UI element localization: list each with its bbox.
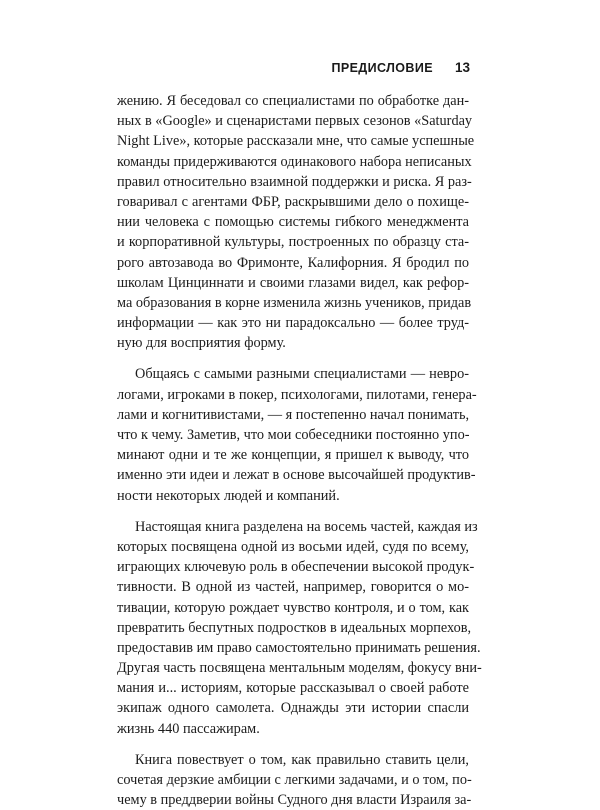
paragraph-1 [117,91,475,353]
running-title: ПРЕДИСЛОВИЕ [331,61,433,75]
text-line: команды придерживаются одинакового набора неписаных [117,153,472,170]
text-line: ма образования в корне изменила жизнь учеников, придав [117,294,472,311]
running-head [331,60,470,75]
text-line: говаривал с агентами ФБР, раскрывшими дело о похище- [117,193,469,210]
text-line: чему в преддверии войны Судного дня власти Израиля за- [117,792,472,809]
text-line: ных в «Google» и сценаристами первых сезонов «Saturday [117,113,473,130]
text-line: Книга повествует о том, как правильно ставить цели, [135,751,469,768]
text-line: Night Live», которые рассказали мне, что самые успешные [117,133,475,150]
text-line: мания и... историям, которые рассказывал о своей работе [117,680,469,697]
text-line: превратить беспутных подростков в идеальных морпехов, [117,619,472,636]
text-line: Другая часть посвящена ментальным моделям, фокусу вни- [117,660,482,677]
text-line: минают одни и те же концепции, я пришел к выводу, что [117,447,469,464]
text-line: экипаж одного самолета. Однажды эти истории спасли [117,700,469,717]
text-line: школам Цинциннати и своими глазами видел, как рефор- [117,274,469,291]
paragraph-4 [117,750,472,810]
text-line: лами и когнитивистами, — я постепенно начал понимать, [117,406,470,423]
text-line: Настоящая книга разделена на восемь частей, каждая из [135,518,478,535]
text-line: предоставив им право самостоятельно принимать решения. [117,639,481,656]
text-line: ности некоторых людей и компаний. [117,487,340,504]
text-line: что к чему. Заметив, что мои собеседники постоянно упо- [117,427,470,443]
text-line: нии человека с помощью системы гибкого менеджмента [117,214,469,231]
text-line: логами, игроками в покер, психологами, пилотами, генера- [117,386,477,403]
text-line: ную для восприятия форму. [117,335,286,352]
text-line: Общаясь с самыми разными специалистами — невро- [135,366,469,383]
text-line: информации — как это ни парадоксально — более труд- [117,315,469,332]
text-line: тивации, которую рождает чувство контроля, и о том, как [117,599,469,616]
body-text [117,91,482,810]
text-line: жизнь 440 пассажирам. [117,720,260,737]
paragraph-2 [117,364,477,505]
text-line: играющих ключевую роль в обеспечении высокой продук- [117,559,475,576]
text-line: тивности. В одной из частей, например, говорится о мо- [117,579,469,596]
text-line: которых посвящена одной из восьми идей, судя по всему, [117,538,469,555]
text-line: сочетая дерзкие амбиции с легкими задачами, и о том, по- [117,772,472,788]
text-line: правил относительно взаимной поддержки и риска. Я раз- [117,173,472,190]
text-line: и корпоративной культуры, построенных по образцу ста- [117,234,469,251]
text-line: жению. Я беседовал со специалистами по обработке дан- [117,93,469,109]
paragraph-3 [117,517,482,739]
text-line: именно эти идеи и лежат в основе высочайшей продуктив- [117,467,476,484]
text-line: рого автозавода во Фримонте, Калифорния. Я бродил по [117,254,469,271]
page-number: 13 [454,60,470,75]
